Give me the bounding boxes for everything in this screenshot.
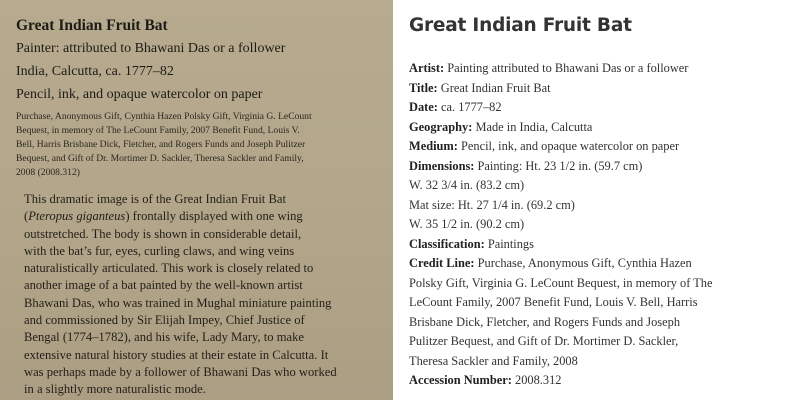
label-credit-line: Purchase, Anonymous Gift, Cynthia Hazen Polsky Gift, Virginia G. LeCount Bequest, in memory of The LeCount Family, 2007 Benefit Fund, Louis V. Bell, Harris Brisbane Dick, Fletcher, and Rogers Funds and Joseph Pulitzer Bequest, and Gift of Dr. Mortimer D. Sackler, Theresa Sackler and Family, 2008 (2008.312) [16, 111, 312, 178]
field-value: Painting: Ht. 23 1/2 in. (59.7 cm) W. 32 3/4 in. (83.2 cm) Mat size: Ht. 27 1/4 in. (69.2 cm) W. 35 1/2 in. (90.2 cm) [409, 158, 643, 231]
field-label: Geography: [409, 119, 473, 134]
record-field-list [409, 59, 794, 391]
field-label: Dimensions: [409, 158, 475, 173]
field-value: Great Indian Fruit Bat [440, 80, 551, 95]
label-description [24, 191, 388, 399]
field-value: 2008.312 [515, 373, 562, 387]
field-value[interactable]: Made in India, Calcutta [475, 119, 593, 134]
record-title: Great Indian Fruit Bat [409, 15, 632, 36]
field-label: Accession Number: [409, 373, 512, 387]
record-field-medium [409, 137, 794, 157]
record-field-geography [409, 118, 794, 138]
field-value[interactable]: Painting attributed to Bhawani Das or a follower [447, 61, 689, 75]
field-value: Pencil, ink, and opaque watercolor on paper [460, 139, 680, 153]
label-medium: Pencil, ink, and opaque watercolor on paper [16, 87, 263, 102]
field-label: Medium: [409, 139, 458, 153]
field-label: Classification: [409, 236, 485, 251]
field-label: Artist: [409, 61, 445, 75]
record-field-title [409, 79, 794, 99]
label-species-name: Pteropus giganteus [28, 209, 126, 224]
field-label: Title: [409, 80, 438, 95]
label-place-date: India, Calcutta, ca. 1777–82 [16, 64, 174, 79]
record-field-accession-number [409, 371, 794, 391]
field-label: Date: [409, 100, 438, 114]
record-field-dimensions [409, 157, 794, 235]
label-painter: Painter: attributed to Bhawani Das or a follower [16, 41, 286, 56]
object-record-panel [393, 0, 800, 400]
field-value: ca. 1777–82 [441, 100, 502, 114]
label-title: Great Indian Fruit Bat [16, 17, 168, 34]
museum-wall-label [0, 0, 393, 400]
label-description-intro: This dramatic image is of the Great Indian Fruit Bat ( [24, 192, 286, 224]
field-label: Credit Line: [409, 256, 475, 270]
label-description-body: ) frontally displayed with one wing outstretched. The body is shown in considerable detail, with the bat’s fur, eyes, curling claws, and wing veins naturalistically articulated. This work is closely related to another image of a bat painted by the well-known artist Bhawani Das, who was trained in Mughal miniature painting and commissioned by Sir Elijah Impey, Chief Justice of Bengal (1774–1782), and his wife, Lady Mary, to make extensive natural history studies at their estate in Calcutta. It was perhaps made by a follower of Bhawani Das who worked in a slightly more naturalistic mode. [24, 209, 337, 397]
field-value[interactable]: Paintings [487, 236, 534, 251]
record-field-credit-line [409, 254, 794, 371]
record-field-artist [409, 59, 794, 79]
record-field-classification [409, 235, 794, 255]
record-field-date [409, 98, 794, 118]
field-value: Purchase, Anonymous Gift, Cynthia Hazen Polsky Gift, Virginia G. LeCount Bequest, in memory of The LeCount Family, 2007 Benefit Fund, Louis V. Bell, Harris Brisbane Dick, Fletcher, and Rogers Funds and Joseph Pulitzer Bequest, and Gift of Dr. Mortimer D. Sackler, Theresa Sackler and Family, 2008 [409, 256, 713, 368]
